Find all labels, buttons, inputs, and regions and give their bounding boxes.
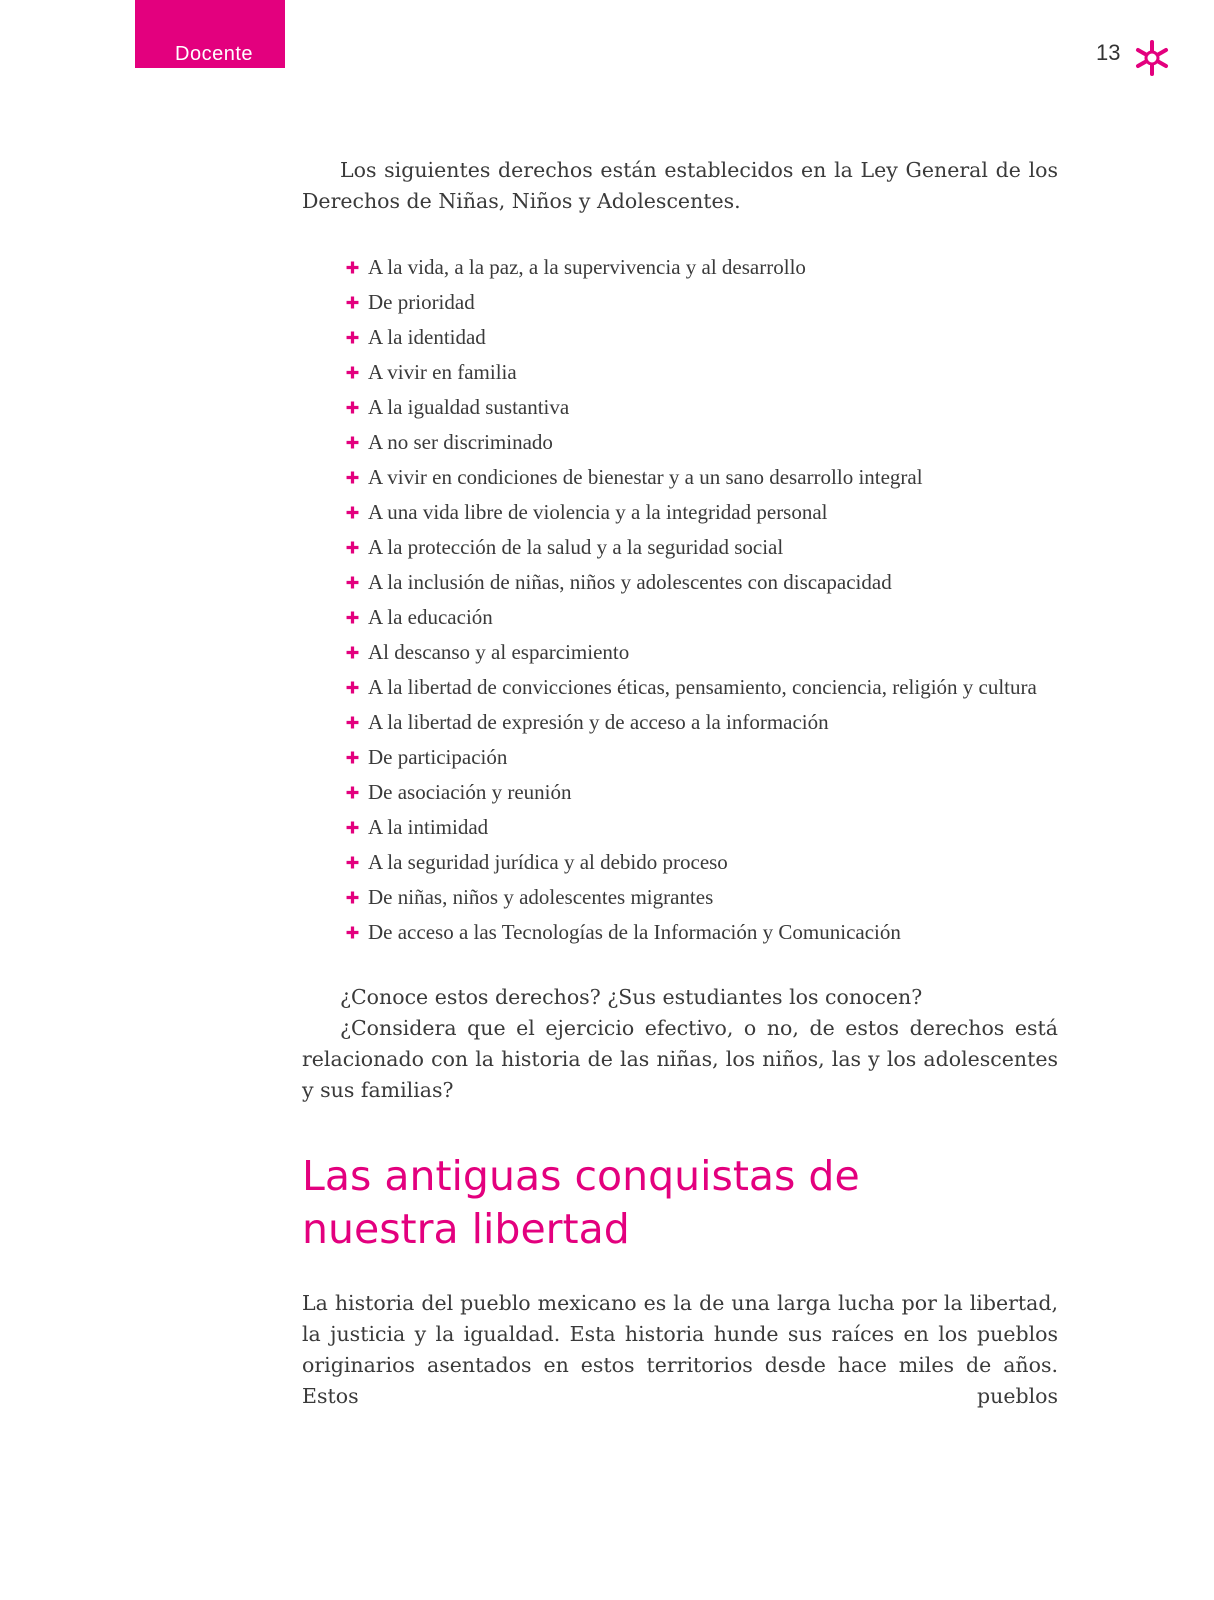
rights-list-item [346,880,1058,915]
rights-list-item-label: A no ser discriminado [368,430,553,454]
plus-bullet-icon [346,471,359,484]
plus-bullet-icon [346,401,359,414]
rights-list-item-label: A la seguridad jurídica y al debido proceso [368,850,728,874]
rights-list-item-label: A la protección de la salud y a la seguridad social [368,535,784,559]
plus-bullet-icon [346,436,359,449]
plus-bullet-icon [346,681,359,694]
rights-list-item-label: A una vida libre de violencia y a la integridad personal [368,500,828,524]
rights-list-item-label: A vivir en familia [368,360,517,384]
rights-list-item-label: Al descanso y al esparcimiento [368,640,630,664]
asterisk-star-icon [1132,38,1172,78]
rights-list-item [346,250,1058,285]
plus-bullet-icon [346,926,359,939]
rights-list [302,250,1058,950]
rights-list-item [346,320,1058,355]
plus-bullet-icon [346,261,359,274]
rights-list-item [346,915,1058,950]
page-content [302,155,1058,1412]
question-paragraph: ¿Conoce estos derechos? ¿Sus estudiantes los conocen? [340,985,923,1009]
plus-bullet-icon [346,506,359,519]
rights-list-item [346,600,1058,635]
plus-bullet-icon [346,856,359,869]
intro-paragraph: Los siguientes derechos están establecidos en la Ley General de los Derechos de Niñas, Niños y Adolescentes. [302,158,1058,213]
rights-list-item [346,460,1058,495]
rights-list-item-label: A la libertad de convicciones éticas, pensamiento, conciencia, religión y cultura [368,675,1037,699]
rights-list-item [346,495,1058,530]
rights-list-item-label: De niñas, niños y adolescentes migrantes [368,885,714,909]
rights-list-item [346,845,1058,880]
rights-list-item [346,530,1058,565]
rights-list-item [346,285,1058,320]
rights-list-item [346,670,1058,705]
plus-bullet-icon [346,611,359,624]
plus-bullet-icon [346,576,359,589]
plus-bullet-icon [346,366,359,379]
rights-list-item-label: A la intimidad [368,815,489,839]
rights-list-item [346,565,1058,600]
plus-bullet-icon [346,786,359,799]
rights-list-item-label: A vivir en condiciones de bienestar y a un sano desarrollo integral [368,465,923,489]
rights-list-item-label: A la igualdad sustantiva [368,395,570,419]
plus-bullet-icon [346,751,359,764]
section-heading: Las antiguas conquistas de nuestra libertad [302,1152,860,1253]
rights-list-item [346,705,1058,740]
plus-bullet-icon [346,821,359,834]
plus-bullet-icon [346,541,359,554]
rights-list-item-label: De participación [368,745,508,769]
body-paragraph: La historia del pueblo mexicano es la de una larga lucha por la libertad, la justicia y la igualdad. Esta historia hunde sus raíces en los pueblos originarios asentados en estos territorios desde hace miles de años. Estos pueblos [302,1291,1058,1408]
rights-list-item-label: De asociación y reunión [368,780,572,804]
rights-list-item-label: A la libertad de expresión y de acceso a la información [368,710,829,734]
section-tab [135,0,285,68]
rights-list-item [346,810,1058,845]
plus-bullet-icon [346,716,359,729]
section-tab-label: Docente [175,43,253,65]
page-number: 13 [1096,40,1121,65]
rights-list-item [346,390,1058,425]
question-paragraph: ¿Considera que el ejercicio efectivo, o no, de estos derechos está relacionado con la historia de las niñas, los niños, las y los adolescentes y sus familias? [302,1016,1058,1102]
rights-list-item-label: De prioridad [368,290,475,314]
rights-list-item [346,740,1058,775]
plus-bullet-icon [346,296,359,309]
plus-bullet-icon [346,646,359,659]
rights-list-item [346,425,1058,460]
plus-bullet-icon [346,891,359,904]
rights-list-item [346,355,1058,390]
rights-list-item-label: A la inclusión de niñas, niños y adolescentes con discapacidad [368,570,892,594]
rights-list-item-label: A la vida, a la paz, a la supervivencia y al desarrollo [368,255,806,279]
rights-list-item-label: De acceso a las Tecnologías de la Información y Comunicación [368,920,901,944]
rights-list-item [346,635,1058,670]
rights-list-item-label: A la identidad [368,325,486,349]
rights-list-item-label: A la educación [368,605,493,629]
plus-bullet-icon [346,331,359,344]
rights-list-item [346,775,1058,810]
